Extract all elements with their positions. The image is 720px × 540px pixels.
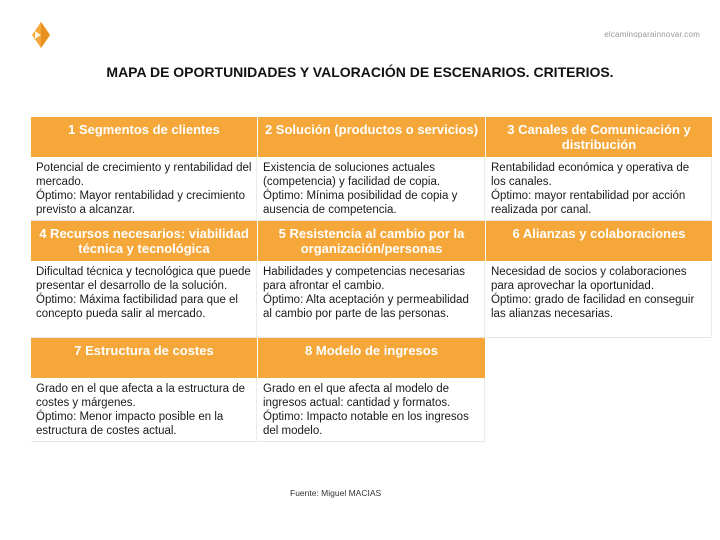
criterion-5-header: 5 Resistencia al cambio por la organización/personas: [258, 221, 485, 261]
empty-cell: [486, 378, 712, 442]
page-title: MAPA DE OPORTUNIDADES Y VALORACIÓN DE ESCENARIOS. CRITERIOS.: [106, 64, 614, 80]
criteria-table: [31, 117, 712, 442]
criterion-7-header: 7 Estructura de costes: [31, 338, 257, 378]
criterion-1-header: 1 Segmentos de clientes: [31, 117, 257, 157]
criterion-7-body: Grado en el que afecta a la estructura de costes y márgenes. Óptimo: Menor impacto posible en la estructura de costes actual.: [31, 378, 257, 442]
criterion-8-header: 8 Modelo de ingresos: [258, 338, 485, 378]
empty-cell: [486, 338, 712, 378]
criterion-8-body: Grado en el que afecta al modelo de ingresos actual: cantidad y formatos. Óptimo: Impacto notable en los ingresos del modelo.: [258, 378, 485, 442]
criterion-3-header: 3 Canales de Comunicación y distribución: [486, 117, 712, 157]
criterion-2-header: 2 Solución (productos o servicios): [258, 117, 485, 157]
site-url: elcaminoparainnovar.com: [604, 30, 700, 39]
criterion-2-body: Existencia de soluciones actuales (competencia) y facilidad de copia. Óptimo: Mínima posibilidad de copia y ausencia de competencia.: [258, 157, 485, 221]
criterion-4-header: 4 Recursos necesarios: viabilidad técnica y tecnológica: [31, 221, 257, 261]
criterion-6-header: 6 Alianzas y colaboraciones: [486, 221, 712, 261]
logo-icon: [32, 22, 50, 48]
criterion-1-body: Potencial de crecimiento y rentabilidad del mercado. Óptimo: Mayor rentabilidad y crecimiento previsto a alcanzar.: [31, 157, 257, 221]
criterion-6-body: Necesidad de socios y colaboraciones para aprovechar la oportunidad. Óptimo: grado de facilidad en conseguir las alianzas necesarias.: [486, 261, 712, 338]
criterion-4-body: Dificultad técnica y tecnológica que puede presentar el desarrollo de la solución. Óptimo: Máxima factibilidad para que el concepto pueda salir al mercado.: [31, 261, 257, 338]
source-note: Fuente: Miguel MACIAS: [290, 488, 382, 498]
criterion-5-body: Habilidades y competencias necesarias para afrontar el cambio. Óptimo: Alta aceptación y permeabilidad al cambio por parte de las personas.: [258, 261, 485, 338]
criterion-3-body: Rentabilidad económica y operativa de los canales. Óptimo: mayor rentabilidad por acción realizada por canal.: [486, 157, 712, 221]
